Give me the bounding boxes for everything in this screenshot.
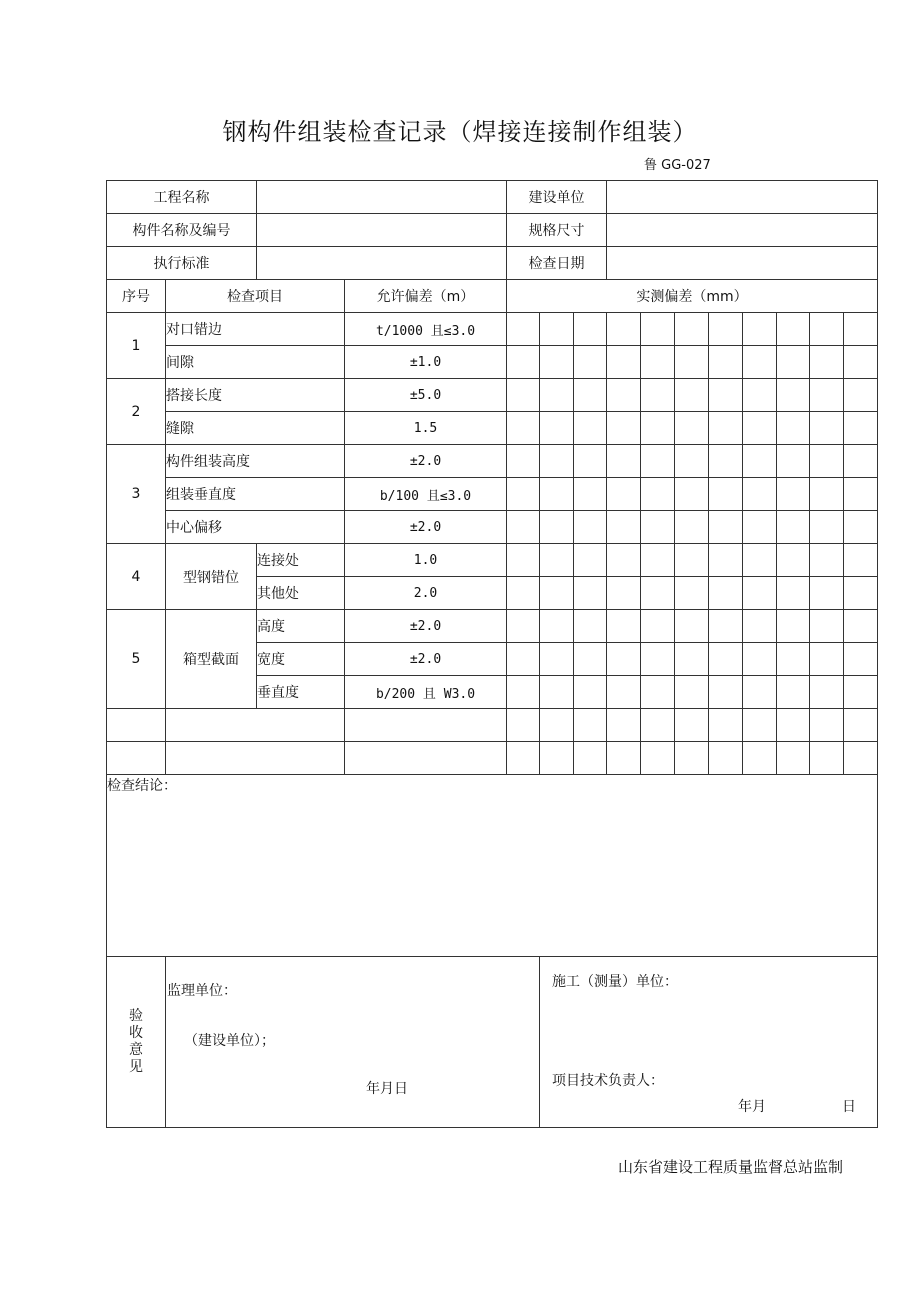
measure-cell[interactable] (507, 412, 540, 445)
measure-cell[interactable] (777, 412, 810, 445)
contractor-sign-cell[interactable] (540, 957, 878, 1128)
measure-cell[interactable] (607, 478, 641, 511)
measure-cell[interactable] (675, 610, 709, 643)
blank-cell[interactable] (345, 709, 507, 742)
measure-cell[interactable] (675, 445, 709, 478)
spec-label: 规格尺寸 (507, 214, 607, 247)
item-name: 宽度 (257, 643, 345, 676)
measure-cell[interactable] (777, 445, 810, 478)
measure-cell[interactable] (540, 511, 574, 544)
table-row (107, 313, 878, 346)
measure-cell[interactable] (675, 676, 709, 709)
measure-cell[interactable] (844, 346, 878, 379)
measure-cell[interactable] (607, 643, 641, 676)
conclusion-label: 检查结论： (107, 778, 177, 794)
measure-cell[interactable] (709, 643, 743, 676)
measure-cell[interactable] (540, 379, 574, 412)
group-seq: 1 (107, 313, 166, 379)
measure-cell[interactable] (540, 577, 574, 610)
measure-cell[interactable] (844, 511, 878, 544)
measure-cell[interactable] (743, 709, 777, 742)
tech-lead-label: 项目技术负责人： (552, 1073, 664, 1089)
measure-cell[interactable] (675, 577, 709, 610)
right-date-year-month: 年月 (738, 1099, 766, 1115)
measure-cell[interactable] (743, 643, 777, 676)
measure-cell[interactable] (641, 313, 675, 346)
measure-cell[interactable] (574, 346, 607, 379)
measure-cell[interactable] (709, 313, 743, 346)
measure-cell[interactable] (810, 313, 844, 346)
measure-cell[interactable] (743, 313, 777, 346)
measure-cell[interactable] (540, 445, 574, 478)
measure-cell[interactable] (844, 544, 878, 577)
builder-field[interactable] (607, 181, 878, 214)
measure-cell[interactable] (743, 511, 777, 544)
table-row (107, 346, 878, 379)
measure-cell[interactable] (607, 610, 641, 643)
measure-cell[interactable] (810, 379, 844, 412)
acceptance-row (107, 957, 878, 1128)
item-name: 构件组装高度 (166, 445, 345, 478)
measure-cell[interactable] (574, 709, 607, 742)
measure-cell[interactable] (844, 577, 878, 610)
measure-cell[interactable] (507, 643, 540, 676)
measure-cell[interactable] (540, 412, 574, 445)
blank-cell[interactable] (345, 742, 507, 775)
measure-cell[interactable] (540, 478, 574, 511)
date-label: 检查日期 (507, 247, 607, 280)
measure-cell[interactable] (743, 379, 777, 412)
measure-cell[interactable] (777, 709, 810, 742)
measure-cell[interactable] (607, 544, 641, 577)
measure-cell[interactable] (743, 676, 777, 709)
measure-cell[interactable] (574, 445, 607, 478)
measure-cell[interactable] (574, 577, 607, 610)
blank-cell[interactable] (107, 709, 166, 742)
table-row (107, 379, 878, 412)
measure-cell[interactable] (641, 511, 675, 544)
tolerance-value: ±5.0 (345, 379, 507, 412)
measure-cell[interactable] (709, 676, 743, 709)
table-row (107, 412, 878, 445)
measure-cell[interactable] (540, 643, 574, 676)
measure-cell[interactable] (675, 511, 709, 544)
group-seq: 4 (107, 544, 166, 610)
tolerance-value: b/100 且≤3.0 (345, 478, 507, 511)
standard-label: 执行标准 (107, 247, 257, 280)
measure-cell[interactable] (675, 379, 709, 412)
measure-cell[interactable] (743, 544, 777, 577)
measure-cell[interactable] (743, 478, 777, 511)
measure-cell[interactable] (675, 742, 709, 775)
measure-cell[interactable] (743, 577, 777, 610)
measure-cell[interactable] (574, 478, 607, 511)
item-name: 其他处 (257, 577, 345, 610)
measure-cell[interactable] (607, 313, 641, 346)
measure-cell[interactable] (844, 676, 878, 709)
measure-cell[interactable] (507, 676, 540, 709)
measure-cell[interactable] (810, 709, 844, 742)
measure-cell[interactable] (607, 676, 641, 709)
measure-cell[interactable] (810, 445, 844, 478)
measure-cell[interactable] (844, 610, 878, 643)
measure-cell[interactable] (641, 412, 675, 445)
info-row-standard (107, 247, 878, 280)
measure-cell[interactable] (607, 577, 641, 610)
item-name: 对口错边 (166, 313, 345, 346)
tolerance-value: b/200 且 W3.0 (345, 676, 507, 709)
footer-issuer: 山东省建设工程质量监督总站监制 (617, 1158, 843, 1176)
measure-cell[interactable] (777, 676, 810, 709)
builder-label: 建设单位 (507, 181, 607, 214)
measure-cell[interactable] (607, 742, 641, 775)
page-title: 钢构件组装检查记录（焊接连接制作组装） (222, 118, 698, 146)
left-date: 年月日 (366, 1081, 408, 1097)
tolerance-value: 2.0 (345, 577, 507, 610)
measure-cell[interactable] (810, 511, 844, 544)
measure-cell[interactable] (540, 676, 574, 709)
measure-cell[interactable] (844, 478, 878, 511)
measure-cell[interactable] (777, 544, 810, 577)
item-name: 组装垂直度 (166, 478, 345, 511)
measure-cell[interactable] (844, 709, 878, 742)
measure-cell[interactable] (709, 412, 743, 445)
measure-cell[interactable] (810, 346, 844, 379)
blank-cell[interactable] (107, 742, 166, 775)
measure-cell[interactable] (777, 511, 810, 544)
right-date-day: 日 (842, 1099, 856, 1115)
conclusion-cell[interactable] (107, 775, 878, 957)
blank-row (107, 709, 878, 742)
measure-cell[interactable] (777, 610, 810, 643)
item-name: 搭接长度 (166, 379, 345, 412)
form-number: 鲁 GG-027 (644, 158, 711, 173)
measure-cell[interactable] (675, 346, 709, 379)
group-seq: 3 (107, 445, 166, 544)
measure-cell[interactable] (844, 445, 878, 478)
measure-cell[interactable] (607, 412, 641, 445)
measure-cell[interactable] (540, 313, 574, 346)
info-row-project (107, 181, 878, 214)
measure-cell[interactable] (844, 379, 878, 412)
measure-cell[interactable] (743, 412, 777, 445)
measure-cell[interactable] (743, 346, 777, 379)
measure-cell[interactable] (675, 478, 709, 511)
measure-cell[interactable] (675, 313, 709, 346)
measure-cell[interactable] (709, 709, 743, 742)
measure-cell[interactable] (507, 709, 540, 742)
measure-cell[interactable] (607, 346, 641, 379)
item-name: 高度 (257, 610, 345, 643)
measure-cell[interactable] (574, 379, 607, 412)
measure-cell[interactable] (709, 544, 743, 577)
measure-cell[interactable] (675, 709, 709, 742)
measure-cell[interactable] (641, 379, 675, 412)
table-row (107, 445, 878, 478)
measure-cell[interactable] (777, 577, 810, 610)
spec-field[interactable] (607, 214, 878, 247)
measure-cell[interactable] (574, 544, 607, 577)
group-seq: 2 (107, 379, 166, 445)
item-name: 中心偏移 (166, 511, 345, 544)
group-seq: 5 (107, 610, 166, 709)
measure-cell[interactable] (709, 610, 743, 643)
project-name-label: 工程名称 (107, 181, 257, 214)
measure-cell[interactable] (709, 742, 743, 775)
measure-cell[interactable] (507, 346, 540, 379)
measure-cell[interactable] (574, 313, 607, 346)
tolerance-value: ±2.0 (345, 445, 507, 478)
measure-cell[interactable] (574, 643, 607, 676)
header-seq: 序号 (107, 280, 166, 313)
measure-cell[interactable] (777, 742, 810, 775)
table-row (107, 610, 878, 643)
header-tolerance: 允许偏差（m） (345, 280, 507, 313)
measure-cell[interactable] (641, 610, 675, 643)
date-field[interactable] (607, 247, 878, 280)
measure-cell[interactable] (810, 643, 844, 676)
group-name: 箱型截面 (166, 610, 257, 709)
measure-cell[interactable] (709, 511, 743, 544)
measure-cell[interactable] (540, 709, 574, 742)
measure-cell[interactable] (844, 412, 878, 445)
measure-cell[interactable] (507, 313, 540, 346)
measure-cell[interactable] (574, 412, 607, 445)
measure-cell[interactable] (810, 577, 844, 610)
info-row-component (107, 214, 878, 247)
item-name: 缝隙 (166, 412, 345, 445)
acceptance-side-label-cell (107, 957, 166, 1128)
measure-cell[interactable] (709, 346, 743, 379)
measure-cell[interactable] (507, 610, 540, 643)
measure-cell[interactable] (641, 544, 675, 577)
measure-cell[interactable] (607, 511, 641, 544)
measure-cell[interactable] (810, 742, 844, 775)
project-name-field[interactable] (257, 181, 507, 214)
measure-cell[interactable] (675, 643, 709, 676)
blank-row (107, 742, 878, 775)
measure-cell[interactable] (540, 742, 574, 775)
tolerance-value: 1.0 (345, 544, 507, 577)
measure-cell[interactable] (844, 313, 878, 346)
measure-cell[interactable] (607, 445, 641, 478)
measure-cell[interactable] (777, 478, 810, 511)
measure-cell[interactable] (540, 346, 574, 379)
measure-cell[interactable] (641, 709, 675, 742)
measure-cell[interactable] (574, 742, 607, 775)
item-name: 垂直度 (257, 676, 345, 709)
supervisor-sign-cell[interactable] (166, 957, 540, 1128)
measure-cell[interactable] (507, 379, 540, 412)
measure-cell[interactable] (574, 676, 607, 709)
measure-cell[interactable] (507, 544, 540, 577)
header-row (107, 280, 878, 313)
tolerance-value: 1.5 (345, 412, 507, 445)
measure-cell[interactable] (709, 478, 743, 511)
measure-cell[interactable] (540, 544, 574, 577)
blank-cell[interactable] (166, 709, 345, 742)
inspection-table (106, 180, 878, 1128)
measure-cell[interactable] (507, 742, 540, 775)
tolerance-value: t/1000 且≤3.0 (345, 313, 507, 346)
table-row (107, 478, 878, 511)
measure-cell[interactable] (709, 577, 743, 610)
measure-cell[interactable] (641, 676, 675, 709)
tolerance-value: ±2.0 (345, 610, 507, 643)
supervisor-label: 监理单位： (167, 983, 237, 999)
measure-cell[interactable] (507, 478, 540, 511)
acceptance-side-label: 验收意见 (129, 1008, 143, 1075)
tolerance-value: ±1.0 (345, 346, 507, 379)
tolerance-value: ±2.0 (345, 643, 507, 676)
tolerance-value: ±2.0 (345, 511, 507, 544)
measure-cell[interactable] (675, 412, 709, 445)
measure-cell[interactable] (641, 346, 675, 379)
group-name: 型钢错位 (166, 544, 257, 610)
measure-cell[interactable] (641, 577, 675, 610)
measure-cell[interactable] (607, 709, 641, 742)
measure-cell[interactable] (810, 478, 844, 511)
conclusion-row (107, 775, 878, 957)
header-item: 检查项目 (166, 280, 345, 313)
measure-cell[interactable] (777, 379, 810, 412)
measure-cell[interactable] (641, 643, 675, 676)
measure-cell[interactable] (607, 379, 641, 412)
measure-cell[interactable] (641, 478, 675, 511)
standard-field[interactable] (257, 247, 507, 280)
measure-cell[interactable] (709, 379, 743, 412)
measure-cell[interactable] (777, 346, 810, 379)
builder-paren-label: （建设单位）； (184, 1033, 275, 1049)
item-name: 间隙 (166, 346, 345, 379)
measure-cell[interactable] (675, 544, 709, 577)
measure-cell[interactable] (777, 643, 810, 676)
contractor-label: 施工（测量）单位： (552, 974, 678, 990)
measure-cell[interactable] (540, 610, 574, 643)
measure-cell[interactable] (507, 577, 540, 610)
measure-cell[interactable] (709, 445, 743, 478)
measure-cell[interactable] (810, 544, 844, 577)
measure-cell[interactable] (507, 445, 540, 478)
component-field[interactable] (257, 214, 507, 247)
measure-cell[interactable] (507, 511, 540, 544)
measure-cell[interactable] (641, 742, 675, 775)
measure-cell[interactable] (810, 676, 844, 709)
header-measured: 实测偏差（mm） (507, 280, 878, 313)
measure-cell[interactable] (810, 610, 844, 643)
measure-cell[interactable] (777, 313, 810, 346)
blank-cell[interactable] (166, 742, 345, 775)
measure-cell[interactable] (810, 412, 844, 445)
measure-cell[interactable] (574, 511, 607, 544)
table-row (107, 544, 878, 577)
measure-cell[interactable] (641, 445, 675, 478)
measure-cell[interactable] (574, 610, 607, 643)
measure-cell[interactable] (743, 445, 777, 478)
measure-cell[interactable] (743, 610, 777, 643)
measure-cell[interactable] (844, 742, 878, 775)
component-label: 构件名称及编号 (107, 214, 257, 247)
table-row (107, 511, 878, 544)
item-name: 连接处 (257, 544, 345, 577)
measure-cell[interactable] (844, 643, 878, 676)
measure-cell[interactable] (743, 742, 777, 775)
